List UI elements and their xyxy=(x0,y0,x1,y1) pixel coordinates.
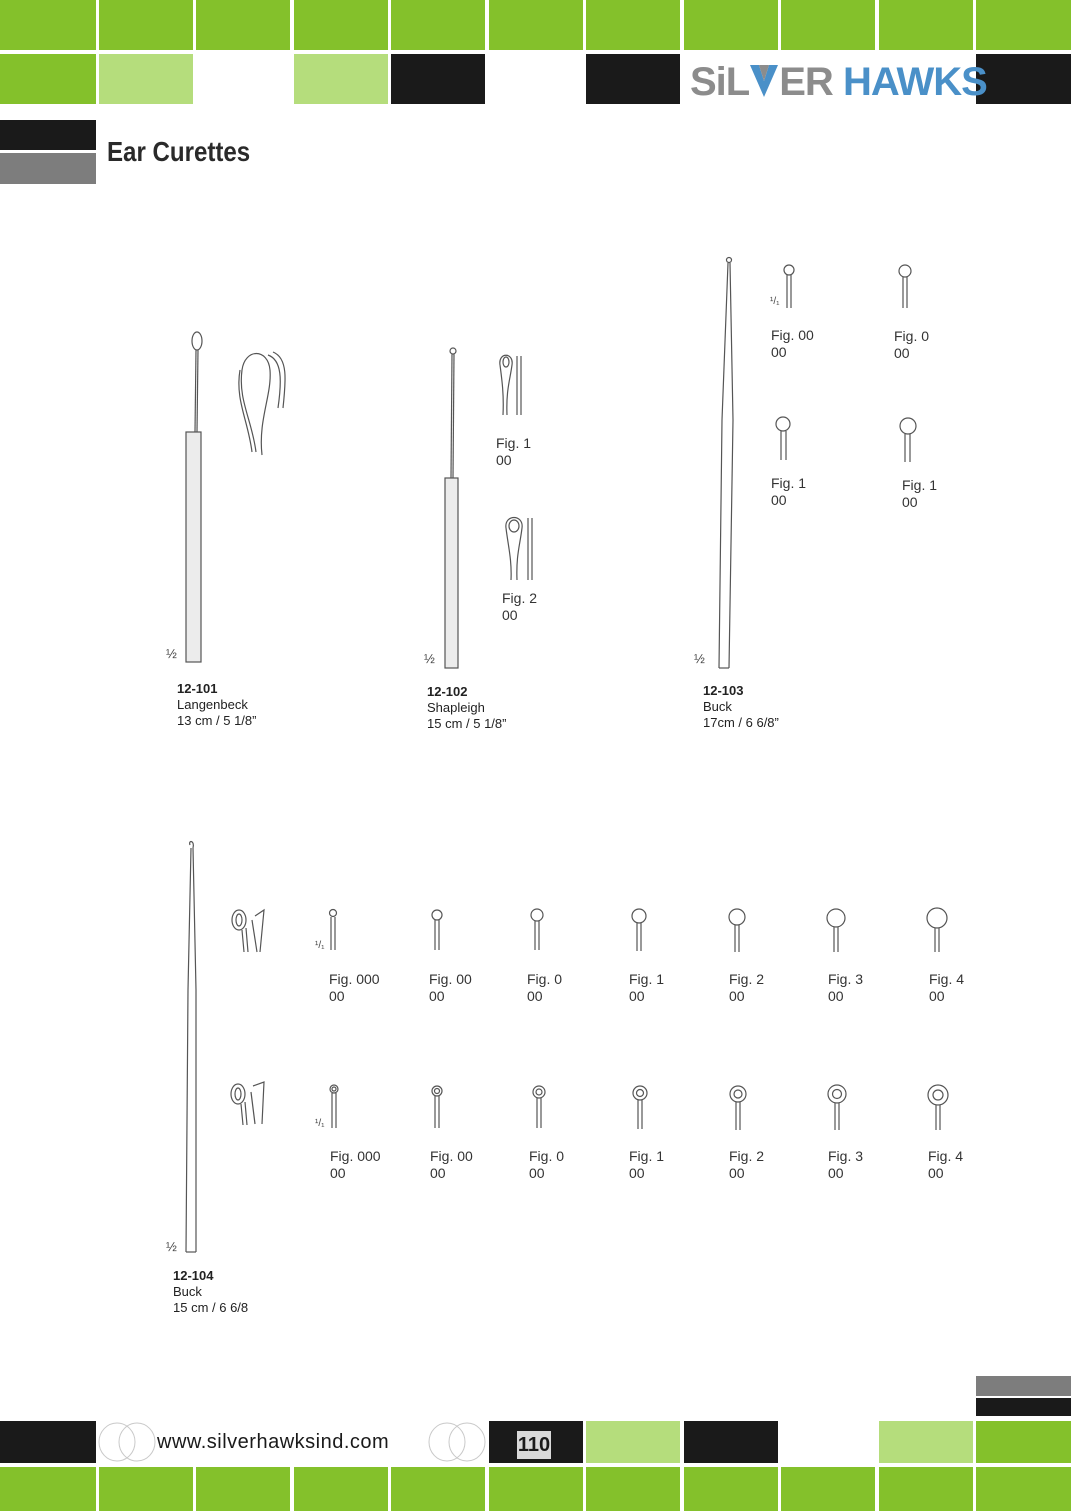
scale-full-label: ¹/₁ xyxy=(315,1118,325,1129)
decor-block xyxy=(976,1421,1071,1463)
fig-label: Fig. 0 00 xyxy=(527,971,563,1004)
fig-label: Fig. 1 00 xyxy=(902,477,938,510)
fig-label: Fig. 4 00 xyxy=(929,971,965,1004)
scale-full-label: ¹/₁ xyxy=(770,296,780,307)
website-link[interactable]: www.silverhawksind.com xyxy=(157,1431,390,1453)
product-size: 17cm / 6 6/8” xyxy=(703,715,779,730)
buck-curette-drawing xyxy=(719,258,916,669)
product-info-12-103 xyxy=(703,683,779,731)
page-number-box xyxy=(489,1425,583,1463)
product-info-12-104 xyxy=(173,1268,248,1316)
decor-block xyxy=(976,1467,1071,1511)
product-code: 12-104 xyxy=(173,1268,214,1283)
fig-label: Fig. 0 00 xyxy=(894,328,930,361)
decor-block xyxy=(586,1421,680,1463)
decor-block xyxy=(684,1421,778,1463)
page-number: 110 xyxy=(517,1431,551,1459)
fig-label: Fig. 000 00 xyxy=(330,1148,381,1181)
fig-label: Fig. 2 00 xyxy=(502,590,538,623)
product-name: Buck xyxy=(703,699,732,714)
scale-half-label: ½ xyxy=(424,651,435,666)
fig-label: Fig. 0 00 xyxy=(529,1148,565,1181)
fig-label: Fig. 00 00 xyxy=(429,971,472,1004)
fig-label: Fig. 000 00 xyxy=(329,971,380,1004)
product-size: 15 cm / 5 1/8” xyxy=(427,716,507,731)
product-name: Shapleigh xyxy=(427,700,485,715)
scale-half-label: ½ xyxy=(166,646,177,661)
fig-label: Fig. 2 00 xyxy=(729,971,765,1004)
fig-label: Fig. 00 00 xyxy=(771,327,814,360)
decor-block xyxy=(391,1467,485,1511)
fig-label: Fig. 3 00 xyxy=(828,971,864,1004)
logo-text: ER xyxy=(779,60,833,104)
scale-half-label: ½ xyxy=(694,651,705,666)
fig-label: Fig. 00 00 xyxy=(430,1148,473,1181)
decor-block xyxy=(196,1467,290,1511)
decor-block xyxy=(294,1467,388,1511)
logo-text: HAWKS xyxy=(842,60,987,104)
decor-block xyxy=(976,1398,1071,1416)
fig-label: Fig. 1 00 xyxy=(629,1148,665,1181)
product-info-12-101 xyxy=(177,681,256,729)
scale-half-label: ½ xyxy=(166,1239,177,1254)
fig-label: Fig. 4 00 xyxy=(928,1148,964,1181)
product-name: Langenbeck xyxy=(177,697,248,712)
logo-text: SiL xyxy=(690,60,750,104)
decor-block xyxy=(976,1376,1071,1396)
decor-block xyxy=(684,1467,778,1511)
decor-block xyxy=(586,1467,680,1511)
product-code: 12-103 xyxy=(703,683,744,698)
product-size: 15 cm / 6 6/8 xyxy=(173,1300,249,1315)
product-code: 12-101 xyxy=(177,681,218,696)
decor-block xyxy=(0,1421,96,1463)
fig-label: Fig. 3 00 xyxy=(828,1148,864,1181)
buck-curette-large-drawing xyxy=(186,842,948,1252)
page-title: Ear Curettes xyxy=(107,136,251,167)
decor-block xyxy=(0,1467,96,1511)
decor-block xyxy=(879,1421,973,1463)
langenbeck-curette-drawing xyxy=(186,332,285,662)
fig-label: Fig. 2 00 xyxy=(729,1148,765,1181)
fig-label: Fig. 1 00 xyxy=(496,435,532,468)
decor-block xyxy=(489,1467,583,1511)
decor-block xyxy=(781,1467,875,1511)
decor-block xyxy=(879,1467,973,1511)
product-code: 12-102 xyxy=(427,684,468,699)
product-size: 13 cm / 5 1/8” xyxy=(177,713,257,728)
decor-block xyxy=(99,1467,193,1511)
scale-full-label: ¹/₁ xyxy=(315,940,325,951)
product-info-12-102 xyxy=(427,684,506,732)
product-name: Buck xyxy=(173,1284,202,1299)
fig-label: Fig. 1 00 xyxy=(771,475,807,508)
fig-label: Fig. 1 00 xyxy=(629,971,665,1004)
